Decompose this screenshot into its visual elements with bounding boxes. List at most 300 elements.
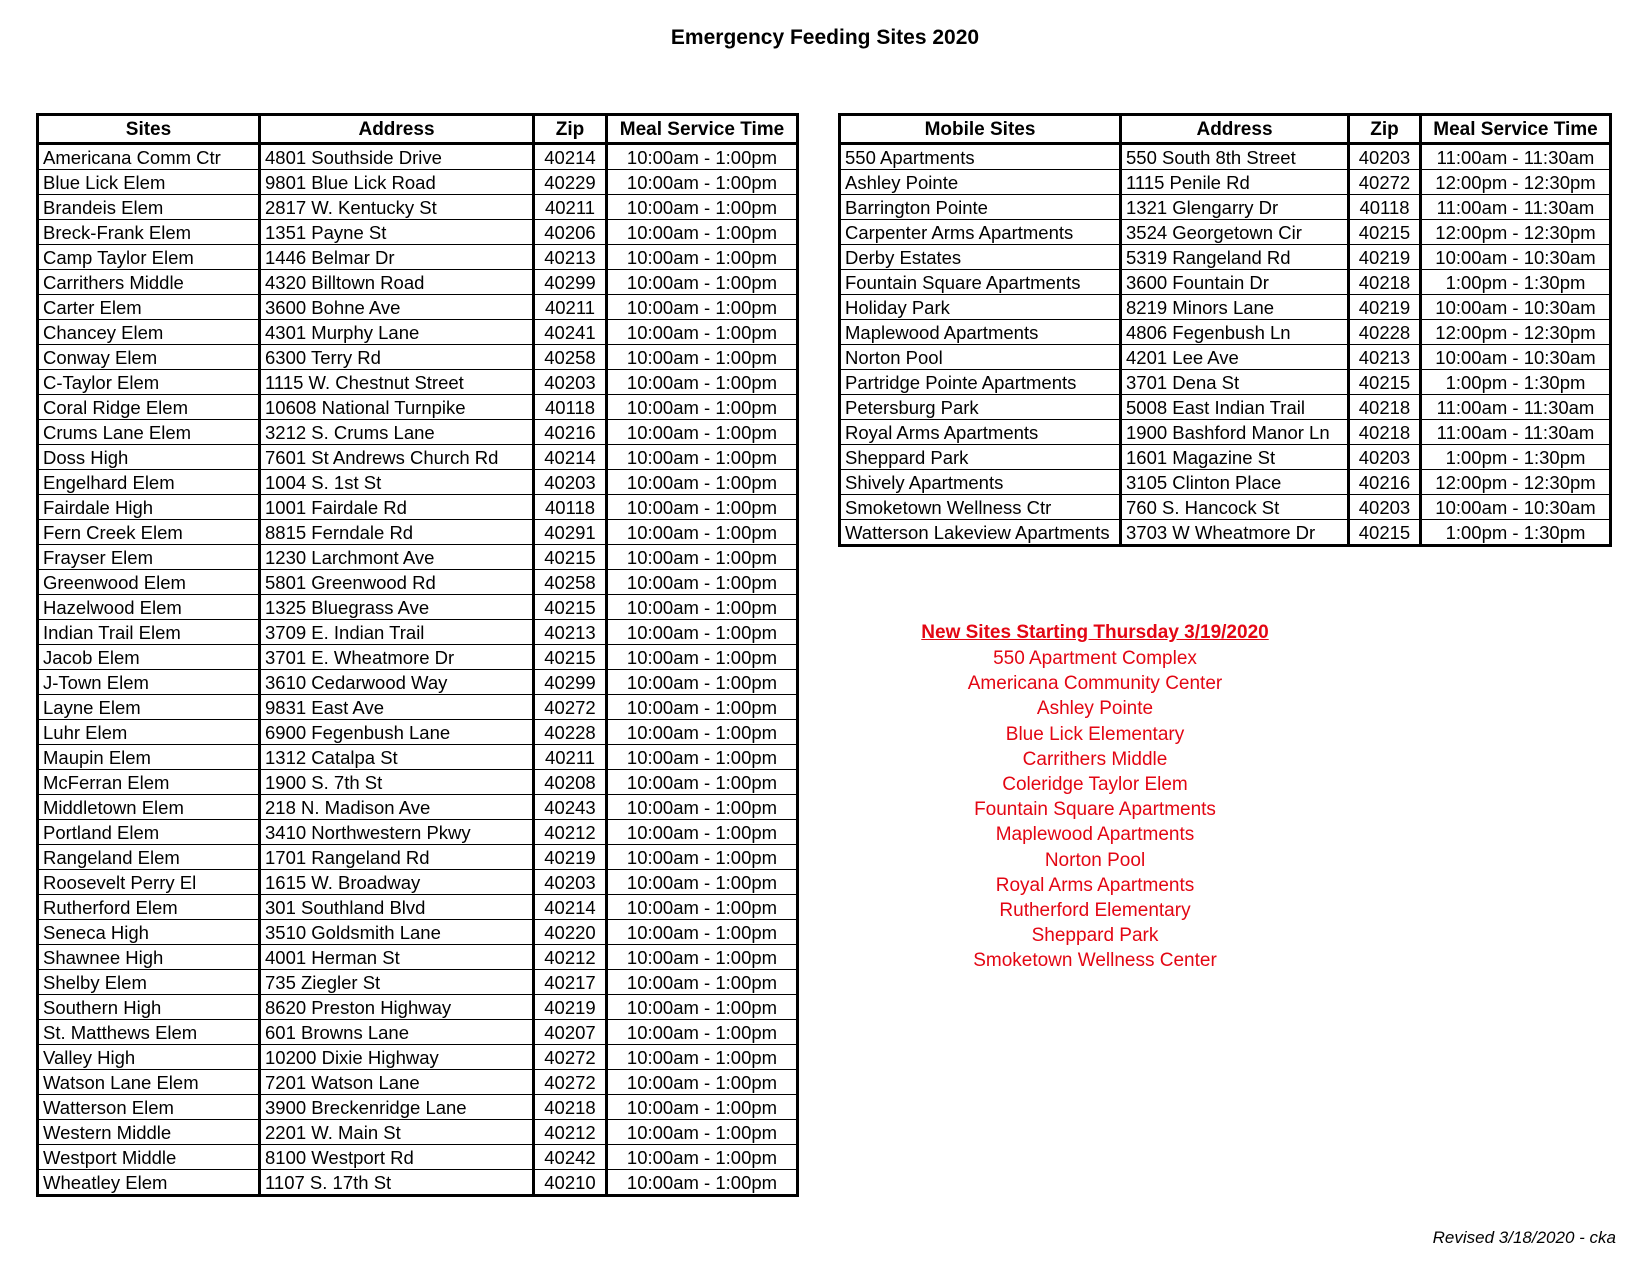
zip-cell: 40215: [1349, 520, 1421, 546]
address-cell: 5801 Greenwood Rd: [260, 570, 534, 595]
mobile-site-name-cell: Partridge Pointe Apartments: [840, 370, 1121, 395]
zip-cell: 40211: [534, 195, 607, 220]
zip-cell: 40219: [534, 845, 607, 870]
meal-time-cell: 10:00am - 1:00pm: [607, 820, 798, 845]
meal-time-cell: 10:00am - 1:00pm: [607, 1020, 798, 1045]
site-name-cell: Seneca High: [38, 920, 260, 945]
mobile-table-body: [840, 144, 1611, 546]
table-row: [38, 1095, 798, 1120]
table-row: [840, 370, 1611, 395]
address-cell: 8100 Westport Rd: [260, 1145, 534, 1170]
table-row: [38, 620, 798, 645]
address-cell: 6900 Fegenbush Lane: [260, 720, 534, 745]
mobile-site-name-cell: 550 Apartments: [840, 144, 1121, 170]
zip-cell: 40212: [534, 945, 607, 970]
list-item: Coleridge Taylor Elem: [1002, 773, 1188, 795]
table-row: [38, 1045, 798, 1070]
site-name-cell: Fairdale High: [38, 495, 260, 520]
zip-cell: 40215: [1349, 370, 1421, 395]
site-name-cell: Watson Lane Elem: [38, 1070, 260, 1095]
table-row: [840, 520, 1611, 546]
site-name-cell: Layne Elem: [38, 695, 260, 720]
site-name-cell: Westport Middle: [38, 1145, 260, 1170]
mobile-site-name-cell: Smoketown Wellness Ctr: [840, 495, 1121, 520]
address-cell: 4806 Fegenbush Ln: [1121, 320, 1349, 345]
site-name-cell: Brandeis Elem: [38, 195, 260, 220]
table-row: [38, 195, 798, 220]
zip-cell: 40118: [1349, 195, 1421, 220]
address-cell: 7201 Watson Lane: [260, 1070, 534, 1095]
table-row: [840, 495, 1611, 520]
mobile-site-name-cell: Barrington Pointe: [840, 195, 1121, 220]
table-row: [38, 1020, 798, 1045]
address-cell: 2201 W. Main St: [260, 1120, 534, 1145]
list-item: Sheppard Park: [1031, 925, 1159, 947]
list-item: Smoketown Wellness Center: [973, 950, 1217, 972]
table-row: [38, 645, 798, 670]
table-row: [38, 270, 798, 295]
meal-time-cell: 12:00pm - 12:30pm: [1421, 220, 1611, 245]
site-name-cell: Greenwood Elem: [38, 570, 260, 595]
zip-cell: 40118: [534, 495, 607, 520]
address-cell: 3600 Bohne Ave: [260, 295, 534, 320]
site-name-cell: Carrithers Middle: [38, 270, 260, 295]
address-cell: 1321 Glengarry Dr: [1121, 195, 1349, 220]
address-cell: 301 Southland Blvd: [260, 895, 534, 920]
site-name-cell: Watterson Elem: [38, 1095, 260, 1120]
list-item: Maplewood Apartments: [995, 824, 1195, 846]
table-row: [38, 870, 798, 895]
meal-time-cell: 1:00pm - 1:30pm: [1421, 520, 1611, 546]
list-item: Royal Arms Apartments: [995, 874, 1195, 896]
address-cell: 1115 Penile Rd: [1121, 170, 1349, 195]
table-row: [840, 195, 1611, 220]
site-name-cell: Breck-Frank Elem: [38, 220, 260, 245]
site-name-cell: C-Taylor Elem: [38, 370, 260, 395]
zip-cell: 40203: [534, 370, 607, 395]
site-name-cell: Engelhard Elem: [38, 470, 260, 495]
zip-cell: 40228: [1349, 320, 1421, 345]
zip-cell: 40299: [534, 270, 607, 295]
zip-cell: 40242: [534, 1145, 607, 1170]
address-cell: 760 S. Hancock St: [1121, 495, 1349, 520]
mobile-site-name-cell: Watterson Lakeview Apartments: [840, 520, 1121, 546]
meal-time-cell: 10:00am - 1:00pm: [607, 345, 798, 370]
address-cell: 1004 S. 1st St: [260, 470, 534, 495]
address-cell: 4801 Southside Drive: [260, 144, 534, 170]
meal-time-cell: 10:00am - 1:00pm: [607, 745, 798, 770]
zip-cell: 40218: [1349, 270, 1421, 295]
meal-time-cell: 10:00am - 1:00pm: [607, 945, 798, 970]
mobile-site-name-cell: Fountain Square Apartments: [840, 270, 1121, 295]
site-name-cell: Doss High: [38, 445, 260, 470]
meal-time-cell: 10:00am - 1:00pm: [607, 445, 798, 470]
site-name-cell: Roosevelt Perry El: [38, 870, 260, 895]
zip-cell: 40228: [534, 720, 607, 745]
mobile-site-name-cell: Norton Pool: [840, 345, 1121, 370]
address-cell: 1230 Larchmont Ave: [260, 545, 534, 570]
address-cell: 3600 Fountain Dr: [1121, 270, 1349, 295]
new-sites-items: [880, 646, 1310, 973]
address-cell: 5319 Rangeland Rd: [1121, 245, 1349, 270]
mobile-site-name-cell: Royal Arms Apartments: [840, 420, 1121, 445]
zip-cell: 40241: [534, 320, 607, 345]
table-row: [38, 470, 798, 495]
mobile-site-name-cell: Carpenter Arms Apartments: [840, 220, 1121, 245]
table-row: [38, 395, 798, 420]
mobile-site-name-cell: Holiday Park: [840, 295, 1121, 320]
meal-time-cell: 10:00am - 1:00pm: [607, 545, 798, 570]
table-row: [38, 520, 798, 545]
meal-time-cell: 10:00am - 1:00pm: [607, 520, 798, 545]
address-cell: 1115 W. Chestnut Street: [260, 370, 534, 395]
meal-time-cell: 10:00am - 1:00pm: [607, 1145, 798, 1170]
site-name-cell: Middletown Elem: [38, 795, 260, 820]
table-row: [38, 370, 798, 395]
site-name-cell: Wheatley Elem: [38, 1170, 260, 1196]
table-row: [38, 545, 798, 570]
site-name-cell: Southern High: [38, 995, 260, 1020]
table-row: [38, 895, 798, 920]
site-name-cell: Hazelwood Elem: [38, 595, 260, 620]
meal-time-cell: 10:00am - 1:00pm: [607, 495, 798, 520]
column-header-meal-time: Meal Service Time: [607, 115, 798, 144]
mobile-table-header-row: [840, 115, 1611, 144]
zip-cell: 40213: [534, 620, 607, 645]
table-row: [38, 245, 798, 270]
meal-time-cell: 11:00am - 11:30am: [1421, 195, 1611, 220]
address-cell: 1001 Fairdale Rd: [260, 495, 534, 520]
address-cell: 1615 W. Broadway: [260, 870, 534, 895]
zip-cell: 40214: [534, 144, 607, 170]
site-name-cell: Camp Taylor Elem: [38, 245, 260, 270]
table-row: [38, 745, 798, 770]
site-name-cell: Western Middle: [38, 1120, 260, 1145]
address-cell: 3105 Clinton Place: [1121, 470, 1349, 495]
table-row: [38, 845, 798, 870]
site-name-cell: Valley High: [38, 1045, 260, 1070]
zip-cell: 40214: [534, 445, 607, 470]
address-cell: 4201 Lee Ave: [1121, 345, 1349, 370]
meal-time-cell: 10:00am - 1:00pm: [607, 970, 798, 995]
meal-time-cell: 11:00am - 11:30am: [1421, 420, 1611, 445]
address-cell: 1701 Rangeland Rd: [260, 845, 534, 870]
sites-table-header-row: [38, 115, 798, 144]
site-name-cell: Luhr Elem: [38, 720, 260, 745]
site-name-cell: Rutherford Elem: [38, 895, 260, 920]
zip-cell: 40212: [534, 1120, 607, 1145]
meal-time-cell: 10:00am - 1:00pm: [607, 795, 798, 820]
address-cell: 3212 S. Crums Lane: [260, 420, 534, 445]
table-row: [38, 445, 798, 470]
zip-cell: 40258: [534, 345, 607, 370]
address-cell: 6300 Terry Rd: [260, 345, 534, 370]
site-name-cell: Fern Creek Elem: [38, 520, 260, 545]
meal-time-cell: 10:00am - 1:00pm: [607, 245, 798, 270]
address-cell: 10608 National Turnpike: [260, 395, 534, 420]
table-row: [38, 820, 798, 845]
sites-table: [36, 113, 799, 1197]
zip-cell: 40217: [534, 970, 607, 995]
site-name-cell: Carter Elem: [38, 295, 260, 320]
meal-time-cell: 10:00am - 1:00pm: [607, 1045, 798, 1070]
table-row: [38, 1120, 798, 1145]
zip-cell: 40203: [534, 470, 607, 495]
zip-cell: 40219: [1349, 245, 1421, 270]
site-name-cell: St. Matthews Elem: [38, 1020, 260, 1045]
address-cell: 1601 Magazine St: [1121, 445, 1349, 470]
zip-cell: 40299: [534, 670, 607, 695]
table-row: [38, 144, 798, 170]
new-sites-list: [880, 620, 1310, 973]
address-cell: 1446 Belmar Dr: [260, 245, 534, 270]
zip-cell: 40219: [1349, 295, 1421, 320]
meal-time-cell: 10:00am - 1:00pm: [607, 995, 798, 1020]
meal-time-cell: 10:00am - 1:00pm: [607, 1170, 798, 1196]
table-row: [840, 345, 1611, 370]
meal-time-cell: 12:00pm - 12:30pm: [1421, 320, 1611, 345]
table-row: [38, 995, 798, 1020]
meal-time-cell: 1:00pm - 1:30pm: [1421, 370, 1611, 395]
site-name-cell: Rangeland Elem: [38, 845, 260, 870]
zip-cell: 40210: [534, 1170, 607, 1196]
address-cell: 3524 Georgetown Cir: [1121, 220, 1349, 245]
table-row: [38, 345, 798, 370]
address-cell: 4301 Murphy Lane: [260, 320, 534, 345]
address-cell: 7601 St Andrews Church Rd: [260, 445, 534, 470]
list-item: Blue Lick Elementary: [1005, 723, 1185, 745]
meal-time-cell: 10:00am - 1:00pm: [607, 1120, 798, 1145]
table-row: [840, 395, 1611, 420]
address-cell: 3703 W Wheatmore Dr: [1121, 520, 1349, 546]
mobile-site-name-cell: Maplewood Apartments: [840, 320, 1121, 345]
site-name-cell: Crums Lane Elem: [38, 420, 260, 445]
meal-time-cell: 10:00am - 1:00pm: [607, 395, 798, 420]
zip-cell: 40214: [534, 895, 607, 920]
list-item: Rutherford Elementary: [999, 899, 1191, 921]
address-cell: 1325 Bluegrass Ave: [260, 595, 534, 620]
address-cell: 218 N. Madison Ave: [260, 795, 534, 820]
meal-time-cell: 10:00am - 1:00pm: [607, 870, 798, 895]
address-cell: 1312 Catalpa St: [260, 745, 534, 770]
site-name-cell: J-Town Elem: [38, 670, 260, 695]
zip-cell: 40213: [534, 245, 607, 270]
address-cell: 3701 Dena St: [1121, 370, 1349, 395]
zip-cell: 40215: [1349, 220, 1421, 245]
zip-cell: 40216: [1349, 470, 1421, 495]
list-item: Americana Community Center: [967, 673, 1223, 695]
meal-time-cell: 10:00am - 1:00pm: [607, 670, 798, 695]
column-header-zip: Zip: [534, 115, 607, 144]
meal-time-cell: 10:00am - 1:00pm: [607, 620, 798, 645]
meal-time-cell: 10:00am - 10:30am: [1421, 245, 1611, 270]
table-row: [38, 220, 798, 245]
mobile-site-name-cell: Petersburg Park: [840, 395, 1121, 420]
zip-cell: 40219: [534, 995, 607, 1020]
sites-table-body: [38, 144, 798, 1196]
address-cell: 3410 Northwestern Pkwy: [260, 820, 534, 845]
meal-time-cell: 10:00am - 1:00pm: [607, 645, 798, 670]
meal-time-cell: 10:00am - 10:30am: [1421, 495, 1611, 520]
site-name-cell: Coral Ridge Elem: [38, 395, 260, 420]
table-row: [38, 720, 798, 745]
zip-cell: 40118: [534, 395, 607, 420]
address-cell: 5008 East Indian Trail: [1121, 395, 1349, 420]
address-cell: 3900 Breckenridge Lane: [260, 1095, 534, 1120]
column-header-zip: Zip: [1349, 115, 1421, 144]
address-cell: 8219 Minors Lane: [1121, 295, 1349, 320]
zip-cell: 40213: [1349, 345, 1421, 370]
table-row: [38, 920, 798, 945]
zip-cell: 40229: [534, 170, 607, 195]
list-item: Norton Pool: [1044, 849, 1146, 871]
meal-time-cell: 11:00am - 11:30am: [1421, 395, 1611, 420]
zip-cell: 40212: [534, 820, 607, 845]
table-row: [38, 1170, 798, 1196]
site-name-cell: McFerran Elem: [38, 770, 260, 795]
address-cell: 9801 Blue Lick Road: [260, 170, 534, 195]
zip-cell: 40211: [534, 745, 607, 770]
meal-time-cell: 10:00am - 1:00pm: [607, 595, 798, 620]
table-row: [840, 245, 1611, 270]
address-cell: 601 Browns Lane: [260, 1020, 534, 1045]
page-title: Emergency Feeding Sites 2020: [670, 26, 980, 49]
zip-cell: 40215: [534, 595, 607, 620]
new-sites-heading: New Sites Starting Thursday 3/19/2020: [921, 622, 1269, 643]
table-row: [38, 595, 798, 620]
table-row: [38, 945, 798, 970]
zip-cell: 40272: [534, 1045, 607, 1070]
meal-time-cell: 10:00am - 1:00pm: [607, 770, 798, 795]
zip-cell: 40291: [534, 520, 607, 545]
meal-time-cell: 10:00am - 1:00pm: [607, 845, 798, 870]
list-item: Carrithers Middle: [1022, 748, 1168, 770]
address-cell: 8815 Ferndale Rd: [260, 520, 534, 545]
meal-time-cell: 10:00am - 1:00pm: [607, 420, 798, 445]
meal-time-cell: 10:00am - 1:00pm: [607, 570, 798, 595]
zip-cell: 40203: [1349, 144, 1421, 170]
address-cell: 1900 Bashford Manor Ln: [1121, 420, 1349, 445]
meal-time-cell: 1:00pm - 1:30pm: [1421, 445, 1611, 470]
table-row: [38, 1145, 798, 1170]
table-row: [38, 295, 798, 320]
site-name-cell: Indian Trail Elem: [38, 620, 260, 645]
column-header-sites: Sites: [38, 115, 260, 144]
address-cell: 550 South 8th Street: [1121, 144, 1349, 170]
zip-cell: 40206: [534, 220, 607, 245]
address-cell: 8620 Preston Highway: [260, 995, 534, 1020]
zip-cell: 40218: [1349, 395, 1421, 420]
meal-time-cell: 10:00am - 1:00pm: [607, 720, 798, 745]
address-cell: 3709 E. Indian Trail: [260, 620, 534, 645]
table-row: [38, 320, 798, 345]
site-name-cell: Frayser Elem: [38, 545, 260, 570]
list-item: Fountain Square Apartments: [974, 799, 1216, 821]
zip-cell: 40208: [534, 770, 607, 795]
address-cell: 3610 Cedarwood Way: [260, 670, 534, 695]
address-cell: 735 Ziegler St: [260, 970, 534, 995]
table-row: [840, 470, 1611, 495]
address-cell: 9831 East Ave: [260, 695, 534, 720]
column-header-address: Address: [1121, 115, 1349, 144]
site-name-cell: Americana Comm Ctr: [38, 144, 260, 170]
address-cell: 1107 S. 17th St: [260, 1170, 534, 1196]
zip-cell: 40203: [1349, 445, 1421, 470]
meal-time-cell: 10:00am - 1:00pm: [607, 1095, 798, 1120]
mobile-sites-table: [838, 113, 1612, 547]
address-cell: 3510 Goldsmith Lane: [260, 920, 534, 945]
address-cell: 10200 Dixie Highway: [260, 1045, 534, 1070]
table-row: [38, 795, 798, 820]
revision-note: Revised 3/18/2020 - cka: [1432, 1228, 1616, 1247]
meal-time-cell: 10:00am - 10:30am: [1421, 345, 1611, 370]
table-row: [840, 170, 1611, 195]
table-row: [38, 170, 798, 195]
table-row: [38, 495, 798, 520]
zip-cell: 40216: [534, 420, 607, 445]
zip-cell: 40218: [1349, 420, 1421, 445]
zip-cell: 40218: [534, 1095, 607, 1120]
meal-time-cell: 10:00am - 10:30am: [1421, 295, 1611, 320]
meal-time-cell: 10:00am - 1:00pm: [607, 295, 798, 320]
zip-cell: 40215: [534, 645, 607, 670]
meal-time-cell: 11:00am - 11:30am: [1421, 144, 1611, 170]
zip-cell: 40207: [534, 1020, 607, 1045]
zip-cell: 40272: [534, 695, 607, 720]
mobile-site-name-cell: Sheppard Park: [840, 445, 1121, 470]
mobile-site-name-cell: Ashley Pointe: [840, 170, 1121, 195]
meal-time-cell: 10:00am - 1:00pm: [607, 470, 798, 495]
meal-time-cell: 10:00am - 1:00pm: [607, 895, 798, 920]
meal-time-cell: 10:00am - 1:00pm: [607, 170, 798, 195]
zip-cell: 40272: [1349, 170, 1421, 195]
address-cell: 4320 Billtown Road: [260, 270, 534, 295]
column-header-mobile-sites: Mobile Sites: [840, 115, 1121, 144]
address-cell: 4001 Herman St: [260, 945, 534, 970]
table-row: [38, 770, 798, 795]
mobile-site-name-cell: Derby Estates: [840, 245, 1121, 270]
zip-cell: 40203: [534, 870, 607, 895]
address-cell: 2817 W. Kentucky St: [260, 195, 534, 220]
table-row: [840, 445, 1611, 470]
address-cell: 1351 Payne St: [260, 220, 534, 245]
table-row: [840, 420, 1611, 445]
zip-cell: 40243: [534, 795, 607, 820]
meal-time-cell: 10:00am - 1:00pm: [607, 920, 798, 945]
zip-cell: 40211: [534, 295, 607, 320]
zip-cell: 40215: [534, 545, 607, 570]
meal-time-cell: 1:00pm - 1:30pm: [1421, 270, 1611, 295]
site-name-cell: Shelby Elem: [38, 970, 260, 995]
table-row: [840, 295, 1611, 320]
table-row: [840, 320, 1611, 345]
list-item: 550 Apartment Complex: [993, 648, 1197, 669]
site-name-cell: Jacob Elem: [38, 645, 260, 670]
site-name-cell: Maupin Elem: [38, 745, 260, 770]
table-row: [38, 670, 798, 695]
meal-time-cell: 12:00pm - 12:30pm: [1421, 470, 1611, 495]
table-row: [38, 420, 798, 445]
list-item: Ashley Pointe: [1036, 698, 1154, 720]
site-name-cell: Portland Elem: [38, 820, 260, 845]
table-row: [38, 970, 798, 995]
table-row: [38, 695, 798, 720]
table-row: [840, 220, 1611, 245]
meal-time-cell: 10:00am - 1:00pm: [607, 370, 798, 395]
zip-cell: 40272: [534, 1070, 607, 1095]
meal-time-cell: 10:00am - 1:00pm: [607, 320, 798, 345]
zip-cell: 40203: [1349, 495, 1421, 520]
